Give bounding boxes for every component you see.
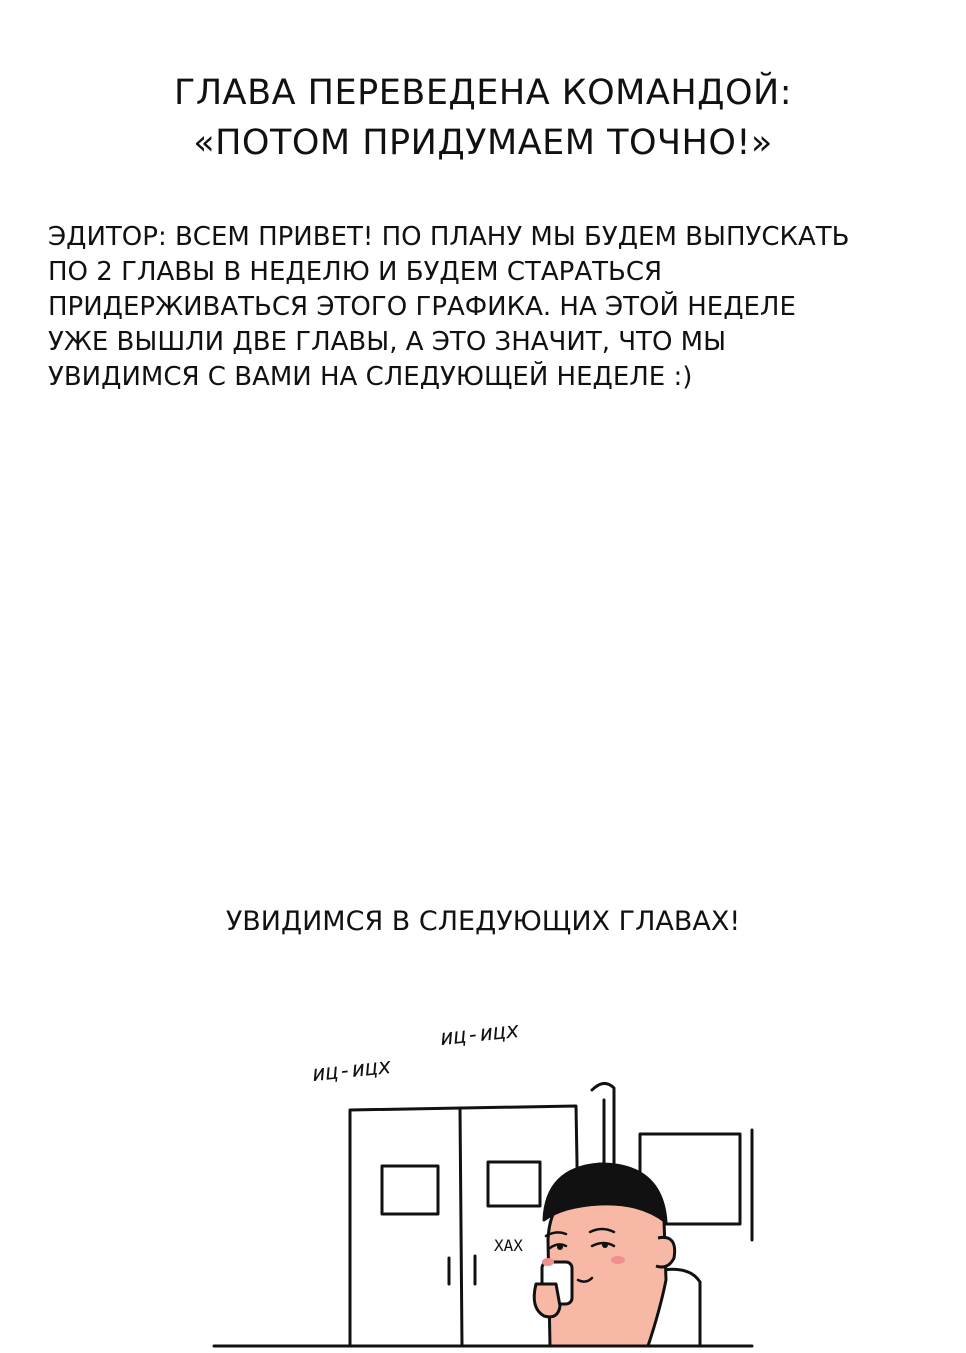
editor-note-line-2: ПО 2 ГЛАВЫ В НЕДЕЛЮ И БУДЕМ СТАРАТЬСЯ <box>48 257 663 287</box>
character-pupil-right <box>602 1242 608 1248</box>
editor-note-line-1: ЭДИТОР: ВСЕМ ПРИВЕТ! ПО ПЛАНУ МЫ БУДЕМ ВЫПУСКАТЬ <box>48 222 850 252</box>
door-window-left <box>382 1166 438 1214</box>
character-hand <box>534 1284 560 1317</box>
editor-note-line-3: ПРИДЕРЖИВАТЬСЯ ЭТОГО ГРАФИКА. НА ЭТОЙ НЕДЕЛЕ <box>48 292 796 322</box>
character-ear <box>656 1237 675 1267</box>
cartoon-illustration <box>200 1070 766 1353</box>
door-window-right <box>488 1162 540 1206</box>
heading-line-2: «ПОТОМ ПРИДУМАЕМ ТОЧНО!» <box>193 123 773 163</box>
editor-note <box>48 220 948 395</box>
railing <box>662 1269 700 1346</box>
character-blush-left <box>542 1258 554 1266</box>
character <box>534 1164 674 1346</box>
farewell-message: УВИДИМСЯ В СЛЕДУЮЩИХ ГЛАВАХ! <box>225 906 741 937</box>
sound-effect-left: иц-ицх <box>310 1053 393 1088</box>
door-divider <box>460 1108 462 1346</box>
chapter-credit-heading <box>0 68 966 168</box>
character-pupil-left <box>557 1244 563 1250</box>
heading-line-1: ГЛАВА ПЕРЕВЕДЕНА КОМАНДОЙ: <box>173 73 793 113</box>
sound-effect-right: иц-ицх <box>438 1017 521 1052</box>
character-blush-right <box>611 1256 625 1264</box>
editor-note-line-5: УВИДИМСЯ С ВАМИ НА СЛЕДУЮЩЕЙ НЕДЕЛЕ :) <box>48 362 693 392</box>
editor-note-line-4: УЖЕ ВЫШЛИ ДВЕ ГЛАВЫ, А ЭТО ЗНАЧИТ, ЧТО МЫ <box>48 327 727 357</box>
sound-effect-laugh: ХАХ <box>494 1236 523 1255</box>
